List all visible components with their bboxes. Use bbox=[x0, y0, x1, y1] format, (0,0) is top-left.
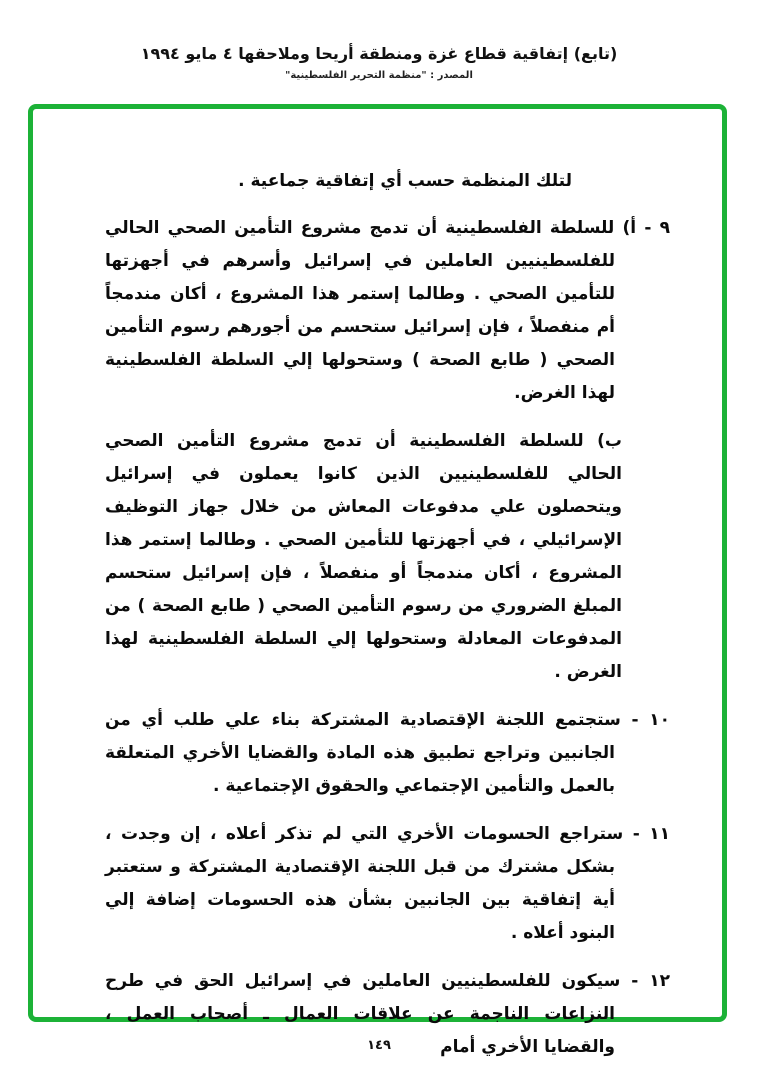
document-title: (تابع) إتفاقية قطاع غزة ومنطقة أريحا وملاحقها ٤ مايو ١٩٩٤ bbox=[140, 44, 618, 63]
clause-marker: ٩ - أ) bbox=[622, 218, 670, 238]
clause-marker: ١٠ - bbox=[631, 710, 670, 730]
page-number: ١٤٩ bbox=[367, 1038, 391, 1053]
clause-marker: ب) bbox=[597, 431, 623, 451]
clause-item-9b bbox=[105, 425, 670, 689]
clause-text: ستراجع الحسومات الأخري التي لم تذكر أعلاه ، إن وجدت ، بشكل مشترك من قبل اللجنة الإقتصادية المشتركة و ستعتبر أية إتفاقية بين الجانبين بشأن هذه الحسومات إضافة إلي البنود أعلاه . bbox=[105, 824, 624, 943]
document-source: المصدر : "منظمة التحرير الفلسطينية" bbox=[285, 70, 473, 81]
clause-item-10 bbox=[105, 704, 670, 803]
clause-item-11 bbox=[105, 818, 670, 950]
clause-text: ستجتمع اللجنة الإقتصادية المشتركة بناء علي طلب أي من الجانبين وتراجع تطبيق هذه المادة والقضايا الأخري المتعلقة بالعمل والتأمين الإجتماعي والحقوق الإجتماعية . bbox=[105, 710, 621, 796]
clause-marker: ١١ - bbox=[632, 824, 671, 844]
clause-text: سيكون للفلسطينيين العاملين في إسرائيل الحق في طرح النزاعات الناجمة عن علاقات العمال ـ أصحاب العمل ، والقضايا الأخري أمام bbox=[105, 971, 621, 1057]
carryover-line: لتلك المنظمة حسب أي إتفاقية جماعية . bbox=[238, 171, 572, 191]
page-header bbox=[0, 44, 758, 81]
clause-text: للسلطة الفلسطينية أن تدمج مشروع التأمين الصحي الحالي للفلسطينيين العاملين في إسرائيل وأسرهم في أجهزتها للتأمين الصحي . وطالما إستمر هذا المشروع ، أكان مندمجاً أم منفصلاً ، فإن إسرائيل ستحسم من أجورهم رسوم التأمين الصحي ( طابع الصحة ) وستحولها إلي السلطة الفلسطينية لهذا الغرض. bbox=[105, 218, 615, 403]
clause-marker: ١٢ - bbox=[631, 971, 670, 991]
clause-item-9a bbox=[105, 212, 670, 410]
document-body bbox=[105, 165, 670, 1078]
clause-text: للسلطة الفلسطينية أن تدمج مشروع التأمين الصحي الحالي للفلسطينيين الذين كانوا يعملون في إسرائيل ويتحصلون علي مدفوعات المعاش من خلال جهاز التوظيف الإسرائيلي ، في أجهزتها للتأمين الصحي . وطالما إستمر هذا المشروع ، أكان مندمجاً أو منفصلاً ، فإن إسرائيل ستحسم المبلغ الضروري من رسوم التأمين الصحي ( طابع الصحة ) من المدفوعات المعادلة وستحولها إلي السلطة الفلسطينية لهذا الغرض . bbox=[105, 431, 622, 682]
